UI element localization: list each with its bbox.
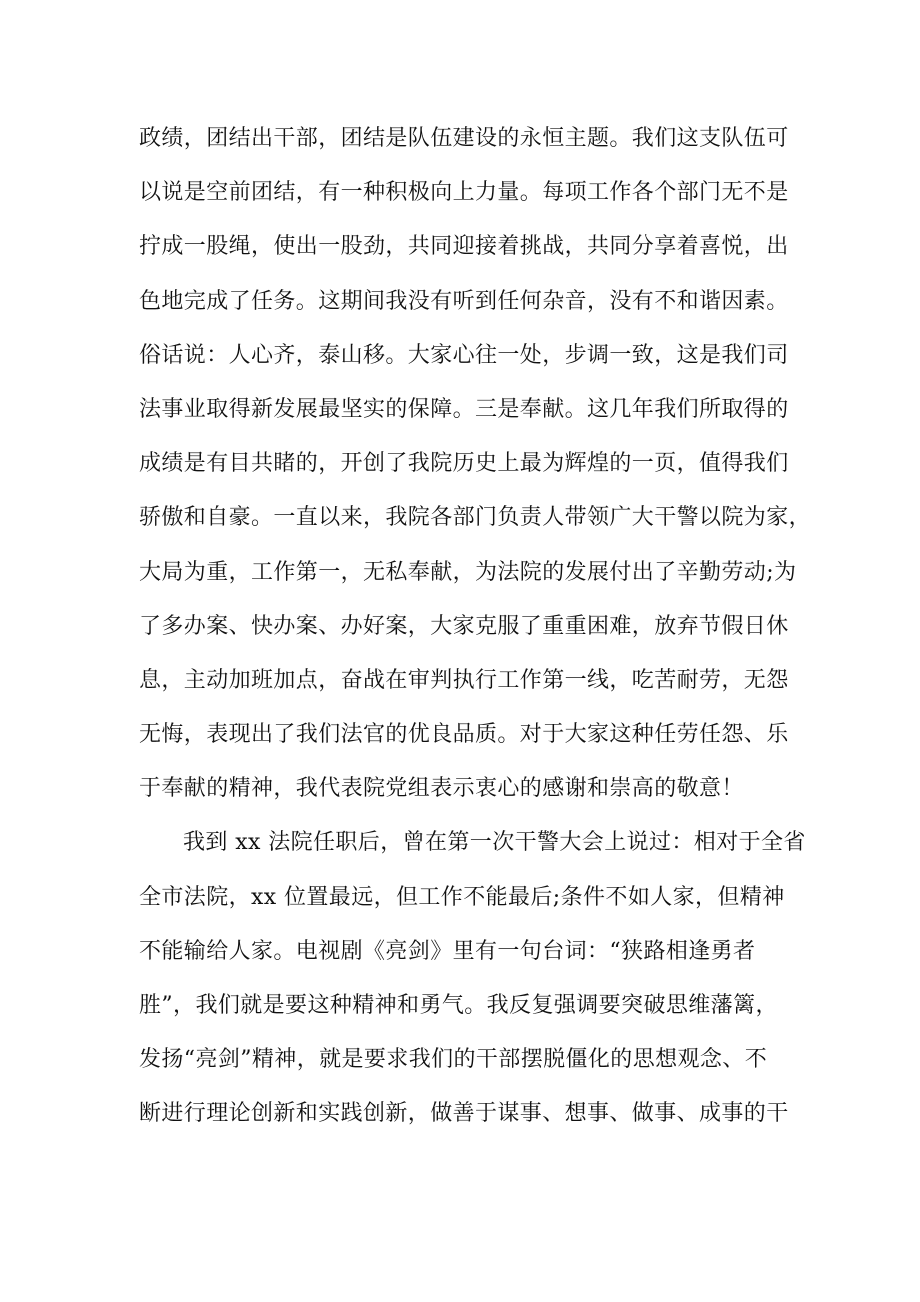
text-line: 政绩，团结出干部，团结是队伍建设的永恒主题。我们这支队伍可 bbox=[139, 126, 789, 151]
text-line: 全市法院，xx 位置最远，但工作不能最后;条件不如人家，但精神 bbox=[139, 884, 785, 910]
text-line: 断进行理论创新和实践创新，做善于谋事、想事、做事、成事的干 bbox=[139, 1101, 789, 1127]
text-line: 息，主动加班加点，奋战在审判执行工作第一线，吃苦耐劳，无怨 bbox=[139, 667, 789, 693]
text-line: 以说是空前团结，有一种积极向上力量。每项工作各个部门无不是 bbox=[139, 180, 789, 206]
text-line: 法事业取得新发展最坚实的保障。三是奉献。这几年我们所取得的 bbox=[139, 396, 789, 422]
text-line: 无悔，表现出了我们法官的优良品质。对于大家这种任劳任怨、乐 bbox=[139, 722, 789, 748]
text-line: 了多办案、快办案、办好案，大家克服了重重困难，放弃节假日休 bbox=[139, 613, 789, 639]
text-line: 俗话说：人心齐，泰山移。大家心往一处，步调一致，这是我们司 bbox=[139, 342, 789, 368]
document-body bbox=[139, 118, 819, 1148]
text-line: 发扬“亮剑”精神，就是要求我们的干部摆脱僵化的思想观念、不 bbox=[139, 1047, 768, 1073]
paragraph-2 bbox=[139, 822, 819, 1147]
text-line: 我到 xx 法院任职后，曾在第一次干警大会上说过：相对于全省 bbox=[183, 830, 806, 856]
text-line: 不能输给人家。电视剧《亮剑》里有一句台词：“狭路相逢勇者 bbox=[139, 938, 756, 964]
text-line: 大局为重，工作第一，无私奉献，为法院的发展付出了辛勤劳动;为 bbox=[139, 559, 797, 585]
text-line: 骄傲和自豪。一直以来，我院各部门负责人带领广大干警以院为家， bbox=[139, 505, 812, 531]
text-line: 成绩是有目共睹的，开创了我院历史上最为辉煌的一页，值得我们 bbox=[139, 451, 789, 477]
text-line: 胜”，我们就是要这种精神和勇气。我反复强调要突破思维藩篱， bbox=[139, 993, 778, 1018]
text-line: 于奉献的精神，我代表院党组表示衷心的感谢和崇高的敬意！ bbox=[139, 776, 744, 802]
paragraph-1 bbox=[139, 118, 819, 822]
text-line: 拧成一股绳，使出一股劲，共同迎接着挑战，共同分享着喜悦，出 bbox=[139, 234, 789, 260]
text-line: 色地完成了任务。这期间我没有听到任何杂音，没有不和谐因素。 bbox=[139, 288, 789, 314]
